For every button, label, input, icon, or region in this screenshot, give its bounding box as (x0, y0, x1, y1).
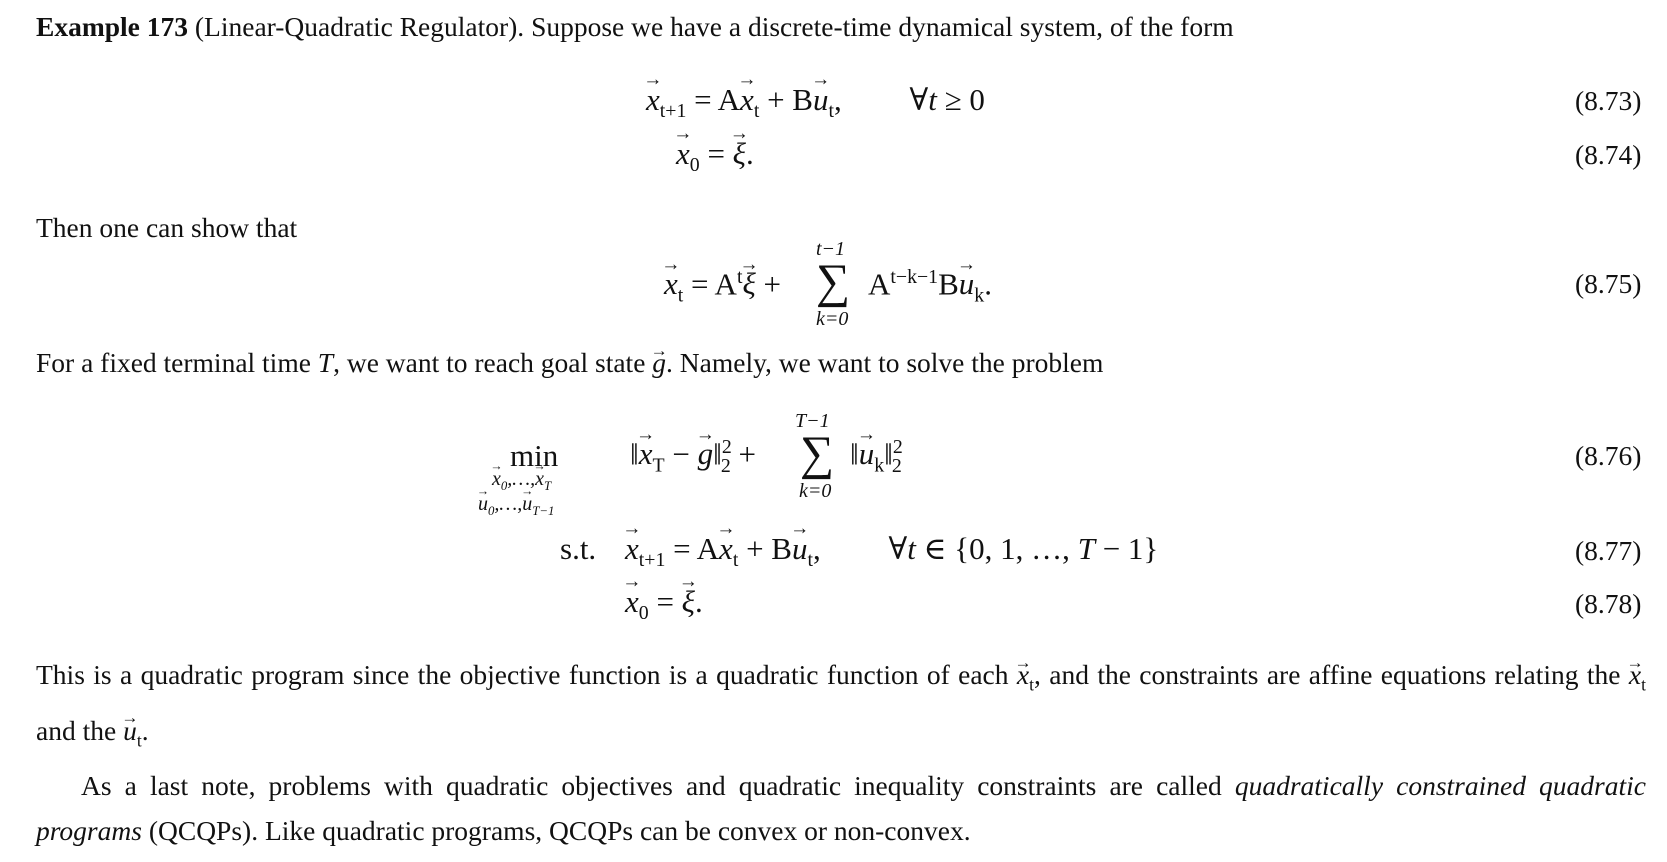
sigma-8-75: ∑ (816, 255, 851, 308)
sum-lower-limit-8-76: k=0 (799, 480, 832, 502)
equation-number-8-74: (8.74) (1575, 139, 1642, 170)
equation-8-77: → $x_{t+1} = A\to x_t + B\to u_t$, ∀t ∈ {0, 1, …, T − 1} (625, 533, 1158, 571)
paragraph-for-fixed: For a fixed terminal time T, we want to reach goal state → g. Namely, we want to solve the problem (36, 340, 1646, 385)
last-note-italic: quadratically constrained quadratic programs (36, 770, 1646, 846)
equation-number-8-73: (8.73) (1575, 85, 1642, 116)
min-subscript-u: → $u_0,\dots,\to u_{T-1}$ (478, 493, 554, 519)
equation-number-8-75: (8.75) (1575, 268, 1642, 299)
example-intro: Suppose we have a discrete-time dynamical system, of the form (531, 11, 1234, 42)
min-operator: min (510, 438, 559, 473)
last-note-before: As a last note, problems with quadratic objectives and quadratic inequality constraints are called (81, 770, 1222, 801)
equation-8-78: → $x_0$ = → ξ. (625, 586, 703, 624)
sum-lower-limit-8-75: k=0 (816, 308, 849, 330)
equation-8-75: → $x_t = A^t\to \xi$ + (664, 268, 781, 306)
equation-number-8-76: (8.76) (1575, 440, 1642, 471)
example-title: (Linear-Quadratic Regulator). (194, 11, 525, 42)
last-note-after: (QCQPs). Like quadratic programs, QCQPs can be convex or non-convex. (148, 815, 971, 846)
min-subscript-x: → $x_0,\dots,\to x_T$ (492, 468, 551, 494)
paragraph-last-note (36, 763, 1646, 853)
subject-to-label: s.t. (560, 531, 597, 566)
equation-number-8-78: (8.78) (1575, 588, 1642, 619)
equation-8-75-tail: $A^{t-k-1}B\to u_k$. (868, 268, 992, 306)
objective-function: ‖→ $x_T$ − → g‖$^2_2$ + (630, 438, 756, 476)
paragraph-quadratic-program: This is a quadratic program since the objective function is a quadratic function of each → $x_t$, and the constraints are affine equations relating the → $x_t$ and the → $u_t$. (36, 652, 1646, 763)
sum-upper-limit-8-75: t−1 (816, 238, 846, 260)
objective-sum-term: ‖→ $u_k‖^2_2$ (850, 438, 902, 476)
sigma-8-76: ∑ (800, 427, 835, 480)
equation-8-74: → $x_0$ = → ξ. (676, 138, 754, 176)
equation-number-8-77: (8.77) (1575, 535, 1642, 566)
paragraph-then: Then one can show that (36, 212, 298, 243)
example-heading (36, 4, 1646, 49)
example-label: Example 173 (36, 11, 189, 42)
equation-8-73: → $x_{t+1} = A\to x_t + B\to u_t$, ∀t ≥ 0 (646, 84, 985, 122)
sum-upper-limit-8-76: T−1 (795, 410, 830, 432)
